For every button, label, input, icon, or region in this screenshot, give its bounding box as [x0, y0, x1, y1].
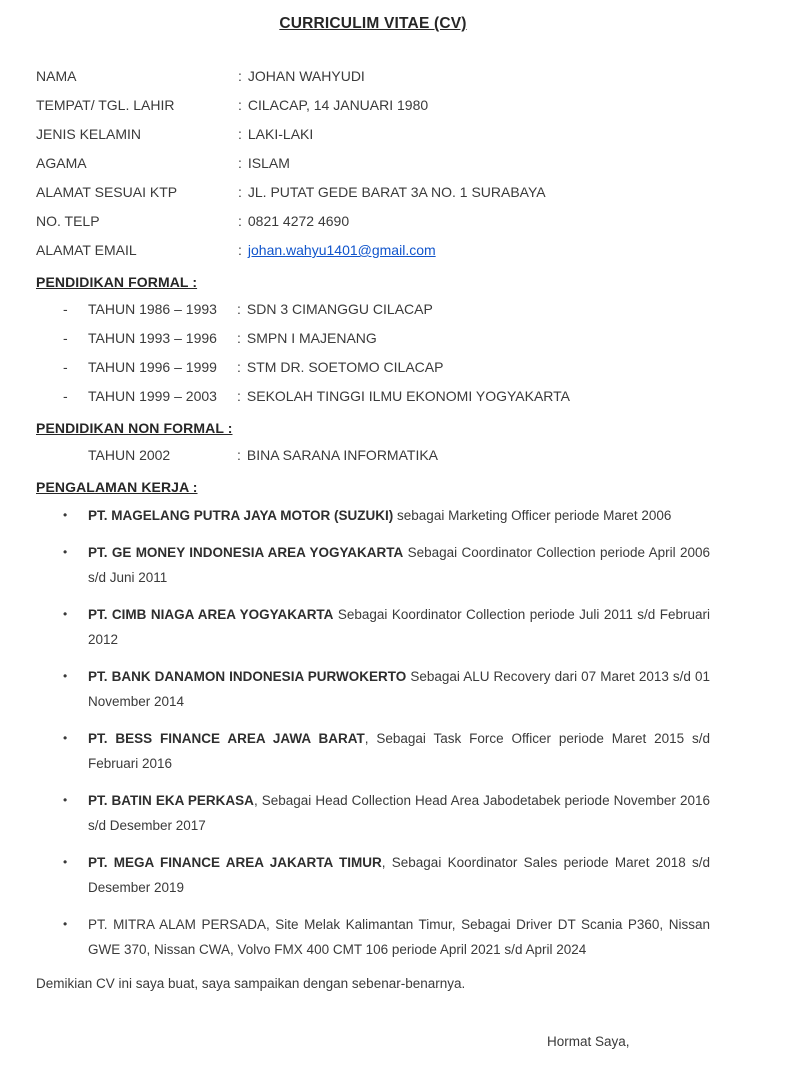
work-text [88, 602, 710, 652]
dash-bullet-icon: - [63, 301, 68, 317]
education-period: TAHUN 1993 – 1996 [88, 330, 217, 346]
info-label: NO. TELP [36, 213, 100, 229]
work-detail: sebagai Marketing Officer periode Maret 2006 [393, 508, 672, 523]
dot-bullet-icon: • [63, 545, 68, 559]
education-period: TAHUN 2002 [88, 447, 171, 463]
education-item [36, 382, 710, 411]
info-colon: : [238, 242, 242, 258]
dot-bullet-icon: • [63, 731, 68, 745]
education-school: SEKOLAH TINGGI ILMU EKONOMI YOGYAKARTA [246, 388, 571, 404]
work-item [36, 850, 710, 900]
closing-statement: Demikian CV ini saya buat, saya sampaikan dengan sebenar-benarnya. [36, 976, 466, 991]
education-item [36, 353, 710, 382]
dot-bullet-icon: • [63, 793, 68, 807]
education-colon: : [237, 301, 241, 317]
info-label: JENIS KELAMIN [36, 126, 142, 142]
work-detail: Sebagai ALU Recovery dari 07 Maret 2013 s/d 01 November 2014 [88, 669, 710, 709]
education-period: TAHUN 1986 – 1993 [88, 301, 217, 317]
formal-education-list [36, 295, 710, 411]
work-item [36, 726, 710, 776]
section-heading-formal-education: PENDIDIKAN FORMAL : [36, 274, 198, 290]
education-value-cell [237, 441, 710, 470]
education-item [36, 295, 710, 324]
education-school: BINA SARANA INFORMATIKA [246, 447, 439, 463]
info-label: AGAMA [36, 155, 87, 171]
info-value-cell [238, 207, 710, 236]
work-company: PT. BANK DANAMON INDONESIA PURWOKERTO [88, 669, 407, 684]
dot-bullet-icon: • [63, 917, 68, 931]
education-value-cell [237, 295, 710, 324]
info-row [36, 62, 710, 91]
work-item [36, 602, 710, 652]
work-company: PT. CIMB NIAGA AREA YOGYAKARTA [88, 607, 334, 622]
non-formal-education-list [36, 441, 710, 470]
work-detail: Sebagai Koordinator Collection periode Juli 2011 s/d Februari 2012 [88, 607, 710, 647]
info-colon: : [238, 68, 242, 84]
info-row [36, 91, 710, 120]
education-school: SDN 3 CIMANGGU CILACAP [246, 301, 433, 317]
info-value: LAKI-LAKI [247, 126, 314, 142]
email-link[interactable]: johan.wahyu1401@gmail.com [247, 242, 436, 258]
cv-title: CURRICULIM VITAE (CV) [279, 15, 467, 32]
info-row-email [36, 236, 710, 265]
education-value-cell [237, 353, 710, 382]
work-company: PT. GE MONEY INDONESIA AREA YOGYAKARTA [88, 545, 404, 560]
info-value: 0821 4272 4690 [247, 213, 350, 229]
dot-bullet-icon: • [63, 508, 68, 522]
work-item [36, 912, 710, 962]
work-text [88, 726, 710, 776]
work-item [36, 788, 710, 838]
info-label: ALAMAT SESUAI KTP [36, 184, 178, 200]
dash-bullet-icon: - [63, 388, 68, 404]
dot-bullet-icon: • [63, 669, 68, 683]
work-text [88, 850, 710, 900]
non-formal-education-item [36, 441, 710, 470]
dash-bullet-icon: - [63, 359, 68, 375]
dot-bullet-icon: • [63, 855, 68, 869]
info-colon: : [238, 184, 242, 200]
education-item [36, 324, 710, 353]
work-experience-list [36, 503, 710, 962]
education-period: TAHUN 1996 – 1999 [88, 359, 217, 375]
info-value: CILACAP, 14 JANUARI 1980 [247, 97, 429, 113]
info-row [36, 178, 710, 207]
work-item [36, 540, 710, 590]
info-value-cell [238, 236, 710, 265]
work-company: PT. BATIN EKA PERKASA [88, 793, 254, 808]
info-colon: : [238, 126, 242, 142]
work-item [36, 664, 710, 714]
education-colon: : [237, 388, 241, 404]
info-label: TEMPAT/ TGL. LAHIR [36, 97, 175, 113]
education-colon: : [237, 359, 241, 375]
education-value-cell [237, 382, 710, 411]
info-value: JL. PUTAT GEDE BARAT 3A NO. 1 SURABAYA [247, 184, 546, 200]
work-text [88, 788, 710, 838]
info-value: ISLAM [247, 155, 290, 171]
education-colon: : [237, 330, 241, 346]
dot-bullet-icon: • [63, 607, 68, 621]
work-company: PT. MAGELANG PUTRA JAYA MOTOR (SUZUKI) [88, 508, 394, 523]
dash-bullet-icon: - [63, 330, 68, 346]
work-company: PT. MEGA FINANCE AREA JAKARTA TIMUR [88, 855, 382, 870]
education-colon: : [237, 447, 241, 463]
info-value: JOHAN WAHYUDI [247, 68, 365, 84]
section-heading-work-experience: PENGALAMAN KERJA : [36, 479, 198, 495]
work-detail: Sebagai Coordinator Collection periode April 2006 s/d Juni 2011 [88, 545, 710, 585]
info-colon: : [238, 155, 242, 171]
info-label: NAMA [36, 68, 77, 84]
signature-label: Hormat Saya, [547, 1034, 630, 1049]
info-value-cell [238, 91, 710, 120]
info-colon: : [238, 97, 242, 113]
work-detail: , Sebagai Head Collection Head Area Jabodetabek periode November 2016 s/d Desember 2017 [88, 793, 710, 833]
work-text [88, 912, 710, 962]
info-row [36, 149, 710, 178]
info-value-cell [238, 149, 710, 178]
work-detail: , Sebagai Task Force Officer periode Maret 2015 s/d Februari 2016 [88, 731, 710, 771]
info-colon: : [238, 213, 242, 229]
education-school: STM DR. SOETOMO CILACAP [246, 359, 444, 375]
work-detail: PT. MITRA ALAM PERSADA, Site Melak Kalimantan Timur, Sebagai Driver DT Scania P360, Nissan GWE 370, Nissan CWA, Volvo FMX 400 CMT 106 periode April 2021 s/d April 2024 [88, 917, 710, 957]
work-detail: , Sebagai Koordinator Sales periode Maret 2018 s/d Desember 2019 [88, 855, 710, 895]
info-value-cell [238, 178, 710, 207]
education-school: SMPN I MAJENANG [246, 330, 377, 346]
education-value-cell [237, 324, 710, 353]
info-value-cell [238, 120, 710, 149]
work-text [88, 540, 710, 590]
info-row [36, 120, 710, 149]
work-item [36, 503, 710, 528]
personal-info-section [36, 62, 710, 265]
work-company: PT. BESS FINANCE AREA JAWA BARAT [88, 731, 365, 746]
info-value-cell [238, 62, 710, 91]
info-label: ALAMAT EMAIL [36, 242, 137, 258]
education-period: TAHUN 1999 – 2003 [88, 388, 217, 404]
work-text [88, 503, 710, 528]
work-text [88, 664, 710, 714]
info-row [36, 207, 710, 236]
section-heading-non-formal-education: PENDIDIKAN NON FORMAL : [36, 420, 233, 436]
